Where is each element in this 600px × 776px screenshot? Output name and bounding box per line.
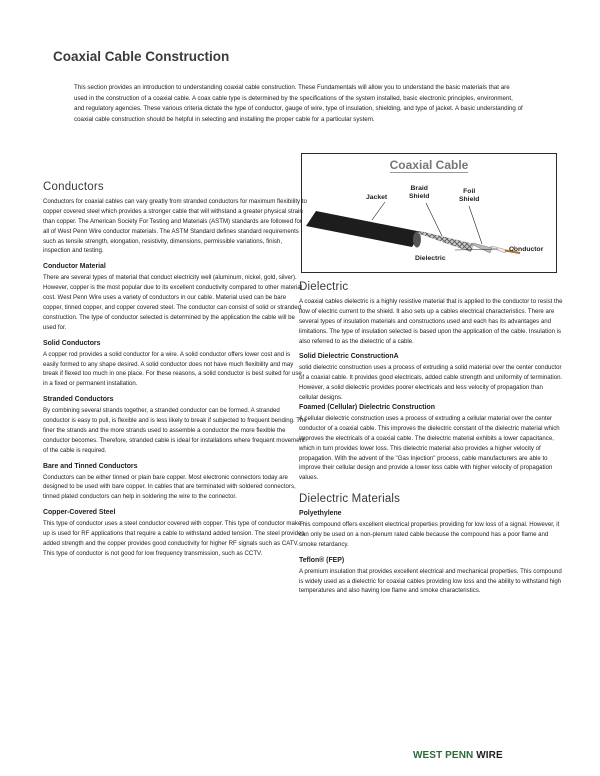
west-penn-wire-logo: WEST PENN WIRE — [413, 750, 503, 761]
stranded-conductors-paragraph: By combining several strands together, a stranded conductor can be formed. A stranded conductor is easy to pull, is flexible and is less likely to break if subjected to frequent bending. The finer the strands and the more strands used to assemble a conductor the more flexible the conductor becomes. Therefore, stranded cable is ideal for installations where frequent movement of the cable is required. — [43, 407, 307, 454]
dielectric-heading: Dielectric — [299, 281, 349, 293]
solid-conductors-paragraph: A copper rod provides a solid conductor for a wire. A solid conductor offers lower cost and is easily formed to any shape desired. A solid conductor does not have much flexibility and may break if flexed too much in one place. For these reasons, a solid conductor is best suited for use in a fixed or permanent installation. — [43, 350, 302, 388]
foil-shield-label: Foil Shield — [459, 188, 480, 203]
teflon-heading: Teflon® (FEP) — [299, 556, 345, 564]
solid-dielectric-paragraph: solid dielectric construction uses a process of extruding a solid material over the center conductor of a coaxial cable. It provides good electricals, added cable strength and uniformity of termination. However, a solid dielectric provides poorer electricals and less velocity of propagation than cellular designs. — [299, 364, 563, 402]
conductor-label: Conductor — [509, 246, 544, 253]
cable-jacket-shape — [306, 211, 422, 247]
bare-tinned-heading: Bare and Tinned Conductors — [43, 462, 138, 470]
bare-tinned-paragraph: Conductors can be either tinned or plain bare copper. Most electronic connectors today are designed to be used with bare copper. In cables that are terminated with soldered connectors, tinned plated conductors can help in soldering the wire to the connector. — [43, 473, 296, 501]
page-title: Coaxial Cable Construction — [53, 49, 230, 64]
polyethylene-paragraph: This compound offers excellent electrical properties providing for low loss of a signal. However, it can only be used on a non-plenum rated cable because the compound has a poor flame and smoke retardancy. — [299, 521, 560, 548]
solid-dielectric-heading: Solid Dielectric ConstructionA — [299, 353, 399, 361]
copper-covered-steel-heading: Copper-Covered Steel — [43, 509, 116, 517]
coaxial-cable-figure — [301, 153, 557, 273]
dielectric-materials-heading: Dielectric Materials — [299, 493, 401, 506]
conductor-material-paragraph: There are several types of material that conduct electricity well (aluminum, nickel, gold, silver). However, copper is the most popular due to its excellent conductivity compared to other material cost. West Penn Wire uses a variety of conductors in our cable. Material used can be bare copper, tinned copper, and copper covered steel. The conductor can consist of solid or stranded construction. The type of conductor selected is determined by the application the cable will be used for. — [43, 274, 303, 331]
stranded-conductors-heading: Stranded Conductors — [43, 396, 114, 404]
polyethylene-heading: Polyethylene — [299, 510, 342, 518]
figure-title: Coaxial Cable — [389, 158, 469, 172]
conductor-material-heading: Conductor Material — [43, 263, 106, 271]
dielectric-shape — [490, 246, 507, 253]
conductors-paragraph: Conductors for coaxial cables can vary greatly from stranded conductors for maximum flexibility to copper covered steel which provides a stronger cable that will withstand a greater physical strain than copper. The American Society For Testing and Materials (ASTM) standards are followed for all of West Penn Wire conductor materials. The ASTM Standard defines standard requirements such as tensile strength, elongation, resistivity, dimensions, permissible variations, finish, inspection and testing. — [43, 197, 307, 255]
copper-covered-steel-paragraph: This type of conductor uses a steel conductor covered with copper. This type of conductor make-up is used for RF applications that require a cable to withstand added tension. The steel provides added strength and the copper provides good conductivity for higher RF signals such as CATV. This type of conductor is not good for low frequency transmission, such as CCTV. — [43, 520, 305, 557]
teflon-paragraph: A premium insulation that provides excellent electrical and mechanical properties. This compound is widely used as a dielectric for coaxial cables providing low loss and the ability to withstand high temperatures and also having low flame and smoke characteristics. — [299, 567, 562, 595]
foamed-dielectric-paragraph: A cellular dielectric construction uses a process of extruding a cellular material over the center conductor of a coaxial cable. This improves the dielectric constant of the dielectric material which improves the electricals of a coaxial cable. The dielectric material exhibits a lower capacitance, which in turn provides lower loss. This dielectric material also provides a higher velocity of propagation. With the advent of the "Gas Injection" process, cable manufacturers are able to improve their cellular design and provide a lower loss cable with higher velocity of propagation values. — [299, 414, 560, 482]
left-column — [43, 183, 307, 559]
right-column — [299, 283, 563, 596]
braid-shield-shape — [417, 231, 474, 252]
foil-shield-shape — [471, 243, 492, 253]
jacket-label: Jacket — [366, 194, 388, 201]
dielectric-paragraph: A coaxial cables dielectric is a highly resistive material that is applied to the conductor to resist the flow of electric current to the shield. It also sets up a cables electrical characteristics. There are several types of insulation materials and constructions used and each has its advantages and limitations. The type of insulation selected is based upon the application of the cable. Insulation is also referred to as the dielectric of a cable. — [299, 297, 563, 345]
foamed-dielectric-heading: Foamed (Cellular) Dielectric Construction — [299, 403, 435, 411]
conductors-heading: Conductors — [43, 181, 104, 193]
solid-conductors-heading: Solid Conductors — [43, 339, 101, 347]
dielectric-label: Dielectric — [415, 255, 446, 262]
intro-paragraph: This section provides an introduction to understanding coaxial cable construction. These Fundamentals will allow you to understand the basic materials that are used in the construction of a coaxial cable. A coax cable type is determined by the specifications of the system installed, basic electronic principles, environment, and regulatory agencies. These various criteria dictate the type of conductor, gauge of wire, type of insulation, shielding, and type of jacket. A basic understanding of coaxial cable construction should be helpful in selecting and installing the proper cable for a particular system. — [74, 84, 523, 123]
braid-shield-label: Braid Shield — [409, 185, 430, 200]
